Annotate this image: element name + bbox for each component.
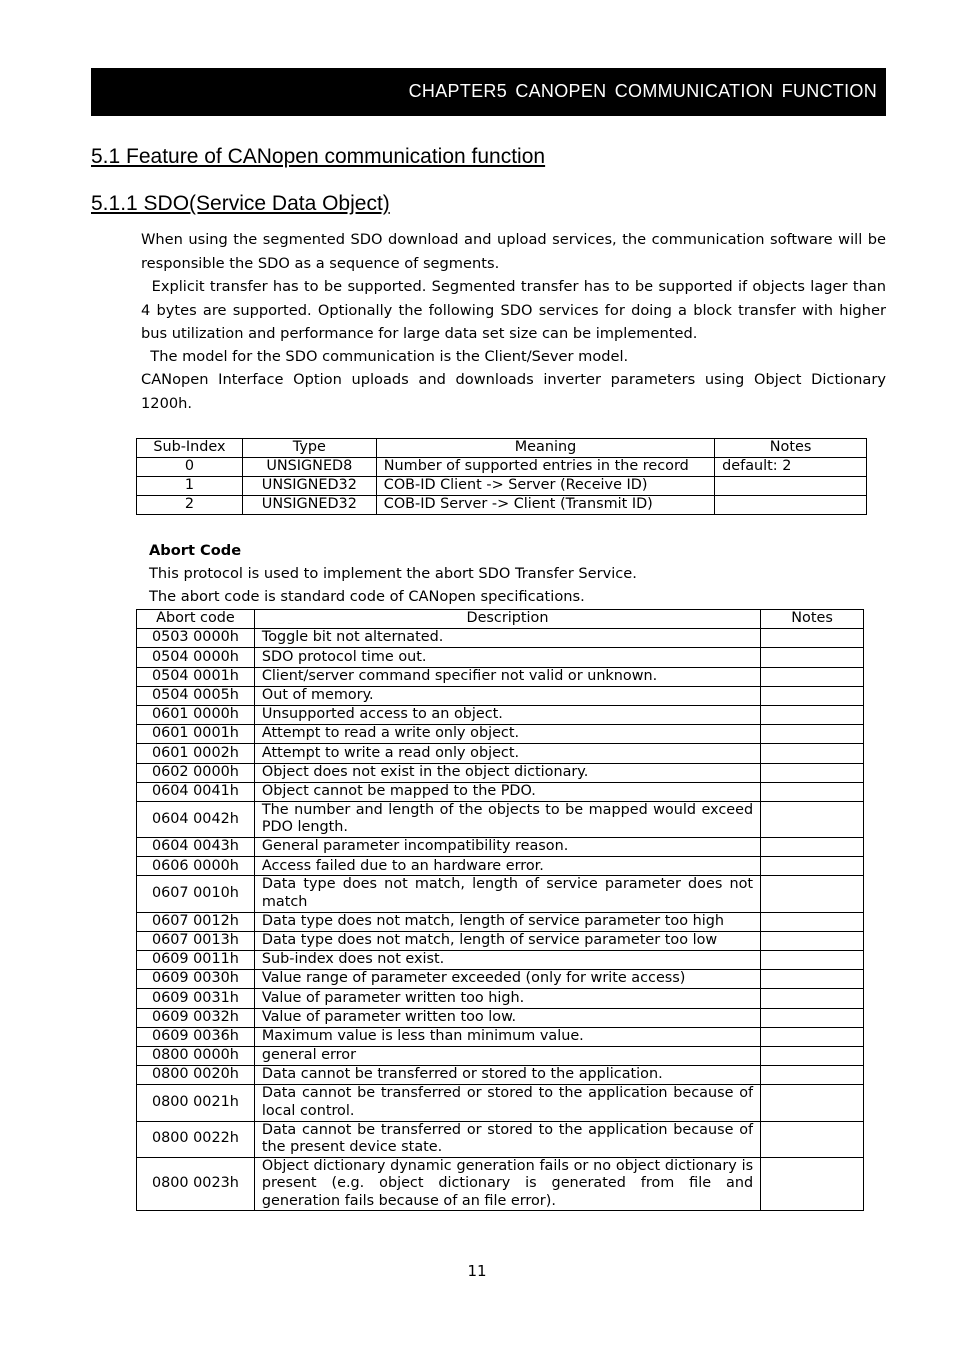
cell-description: Client/server command specifier not valid or unknown.	[254, 667, 760, 686]
cell-notes	[761, 725, 864, 744]
cell-description: Data type does not match, length of service parameter too high	[254, 912, 760, 931]
cell-notes	[761, 912, 864, 931]
cell-notes	[761, 686, 864, 705]
table-row	[137, 857, 864, 876]
cell-meaning: Number of supported entries in the record	[376, 458, 714, 477]
cell-notes	[761, 667, 864, 686]
cell-description: General parameter incompatibility reason.	[254, 838, 760, 857]
cell-description: Data cannot be transferred or stored to the application because of the present device state.	[254, 1121, 760, 1157]
cell-notes	[761, 1085, 864, 1121]
cell-abort-code: 0800 0022h	[137, 1121, 255, 1157]
cell-abort-code: 0607 0012h	[137, 912, 255, 931]
cell-abort-code: 0601 0002h	[137, 744, 255, 763]
cell-description: Data type does not match, length of service parameter too low	[254, 931, 760, 950]
page-number: 11	[467, 1262, 487, 1280]
cell-abort-code: 0601 0000h	[137, 705, 255, 724]
cell-type: UNSIGNED32	[242, 477, 376, 496]
col-header-sub-index: Sub-Index	[137, 439, 243, 458]
cell-notes	[761, 1046, 864, 1065]
cell-notes	[761, 876, 864, 912]
table-row	[137, 970, 864, 989]
cell-abort-code: 0800 0023h	[137, 1157, 255, 1211]
table-row	[137, 763, 864, 782]
cell-sub-index: 1	[137, 477, 243, 496]
cell-notes	[761, 705, 864, 724]
cell-description: Attempt to read a write only object.	[254, 725, 760, 744]
paragraph-explicit-transfer: Explicit transfer has to be supported. Segmented transfer has to be supported if objects lager than 4 bytes are supported. Optionally the following SDO services for doing a block transfer with higher bus utilization and performance for large data set size can be implemented.	[141, 278, 891, 342]
paragraph-client-server-model: The model for the SDO communication is the Client/Sever model.	[141, 348, 629, 365]
cell-abort-code: 0606 0000h	[137, 857, 255, 876]
paragraph-segmented-sdo: When using the segmented SDO download and upload services, the communication software will be responsible the SDO as a sequence of segments.	[141, 231, 886, 272]
abort-code-rows	[137, 629, 864, 1211]
table-row	[137, 458, 867, 477]
cell-abort-code: 0607 0010h	[137, 876, 255, 912]
cell-meaning: COB-ID Client -> Server (Receive ID)	[376, 477, 714, 496]
cell-type: UNSIGNED32	[242, 496, 376, 515]
cell-description: Sub-index does not exist.	[254, 951, 760, 970]
cell-notes	[761, 763, 864, 782]
table-row	[137, 838, 864, 857]
col-header-notes: Notes	[761, 610, 864, 629]
cell-notes	[715, 477, 867, 496]
cell-notes	[761, 1027, 864, 1046]
cell-notes	[761, 1008, 864, 1027]
table-row	[137, 725, 864, 744]
cell-abort-code: 0504 0005h	[137, 686, 255, 705]
col-header-type: Type	[242, 439, 376, 458]
cell-notes: default: 2	[715, 458, 867, 477]
table-row	[137, 1066, 864, 1085]
cell-abort-code: 0609 0032h	[137, 1008, 255, 1027]
cell-description: Unsupported access to an object.	[254, 705, 760, 724]
chapter-title: CHAPTER5 CANOPEN COMMUNICATION FUNCTION	[408, 81, 877, 101]
table-row	[137, 477, 867, 496]
table-row	[137, 686, 864, 705]
cell-description: Object does not exist in the object dictionary.	[254, 763, 760, 782]
table-row	[137, 629, 864, 648]
cell-description: Object cannot be mapped to the PDO.	[254, 782, 760, 801]
col-header-notes: Notes	[715, 439, 867, 458]
table-row	[137, 1008, 864, 1027]
cell-notes	[761, 970, 864, 989]
cell-description: Value range of parameter exceeded (only for write access)	[254, 970, 760, 989]
col-header-abort-code: Abort code	[137, 610, 255, 629]
cell-abort-code: 0602 0000h	[137, 763, 255, 782]
cell-description: Access failed due to an hardware error.	[254, 857, 760, 876]
cell-notes	[761, 931, 864, 950]
col-header-description: Description	[254, 610, 760, 629]
cell-notes	[761, 744, 864, 763]
cell-notes	[761, 857, 864, 876]
cell-description: Object dictionary dynamic generation fails or no object dictionary is present (e.g. object dictionary is generated from file and generation fails because of an file error).	[254, 1157, 760, 1211]
cell-abort-code: 0604 0041h	[137, 782, 255, 801]
abort-code-description-2: The abort code is standard code of CANopen specifications.	[149, 588, 585, 605]
table-row	[137, 782, 864, 801]
cell-description: Maximum value is less than minimum value.	[254, 1027, 760, 1046]
cell-notes	[761, 801, 864, 837]
cell-notes	[761, 989, 864, 1008]
table-row	[137, 931, 864, 950]
cell-abort-code: 0609 0011h	[137, 951, 255, 970]
table-row	[137, 1046, 864, 1065]
cell-type: UNSIGNED8	[242, 458, 376, 477]
cell-abort-code: 0800 0000h	[137, 1046, 255, 1065]
chapter-header-bar	[91, 68, 886, 116]
cell-abort-code: 0609 0030h	[137, 970, 255, 989]
table-header-row	[137, 610, 864, 629]
cell-abort-code: 0800 0020h	[137, 1066, 255, 1085]
cell-notes	[761, 838, 864, 857]
abort-code-table	[136, 609, 864, 1211]
cell-abort-code: 0604 0042h	[137, 801, 255, 837]
table-row	[137, 648, 864, 667]
cell-sub-index: 0	[137, 458, 243, 477]
table-header-row	[137, 439, 867, 458]
col-header-meaning: Meaning	[376, 439, 714, 458]
cell-notes	[761, 1066, 864, 1085]
cell-abort-code: 0604 0043h	[137, 838, 255, 857]
cell-description: Value of parameter written too low.	[254, 1008, 760, 1027]
abort-code-description-1: This protocol is used to implement the abort SDO Transfer Service.	[149, 565, 637, 582]
table-row	[137, 1121, 864, 1157]
table-row	[137, 912, 864, 931]
paragraph-object-dictionary: CANopen Interface Option uploads and downloads inverter parameters using Object Dictionary 1200h.	[141, 371, 886, 412]
cell-meaning: COB-ID Server -> Client (Transmit ID)	[376, 496, 714, 515]
table-row	[137, 951, 864, 970]
cell-abort-code: 0503 0000h	[137, 629, 255, 648]
cell-description: Data cannot be transferred or stored to the application.	[254, 1066, 760, 1085]
cell-notes	[761, 782, 864, 801]
cell-description: The number and length of the objects to be mapped would exceed PDO length.	[254, 801, 760, 837]
cell-notes	[761, 1157, 864, 1211]
cell-description: Data type does not match, length of service parameter does not match	[254, 876, 760, 912]
table-row	[137, 496, 867, 515]
cell-description: Out of memory.	[254, 686, 760, 705]
cell-notes	[715, 496, 867, 515]
table-row	[137, 876, 864, 912]
cell-abort-code: 0609 0031h	[137, 989, 255, 1008]
section-title: 5.1 Feature of CANopen communication function	[91, 145, 546, 168]
table-row	[137, 744, 864, 763]
cell-description: Toggle bit not alternated.	[254, 629, 760, 648]
cell-abort-code: 0504 0001h	[137, 667, 255, 686]
cell-notes	[761, 1121, 864, 1157]
cell-abort-code: 0609 0036h	[137, 1027, 255, 1046]
table-row	[137, 1157, 864, 1211]
cell-abort-code: 0601 0001h	[137, 725, 255, 744]
cell-notes	[761, 629, 864, 648]
cell-abort-code: 0504 0000h	[137, 648, 255, 667]
cell-sub-index: 2	[137, 496, 243, 515]
table-row	[137, 1085, 864, 1121]
table-row	[137, 705, 864, 724]
table-row	[137, 801, 864, 837]
table-row	[137, 989, 864, 1008]
table-row	[137, 1027, 864, 1046]
cell-abort-code: 0607 0013h	[137, 931, 255, 950]
abort-code-title: Abort Code	[149, 542, 242, 559]
cell-abort-code: 0800 0021h	[137, 1085, 255, 1121]
subsection-title: 5.1.1 SDO(Service Data Object)	[91, 192, 390, 215]
cell-description: Value of parameter written too high.	[254, 989, 760, 1008]
table-row	[137, 667, 864, 686]
cell-notes	[761, 951, 864, 970]
sdo-parameter-table	[136, 438, 867, 515]
cell-description: Data cannot be transferred or stored to the application because of local control.	[254, 1085, 760, 1121]
cell-description: SDO protocol time out.	[254, 648, 760, 667]
cell-description: general error	[254, 1046, 760, 1065]
cell-description: Attempt to write a read only object.	[254, 744, 760, 763]
cell-notes	[761, 648, 864, 667]
